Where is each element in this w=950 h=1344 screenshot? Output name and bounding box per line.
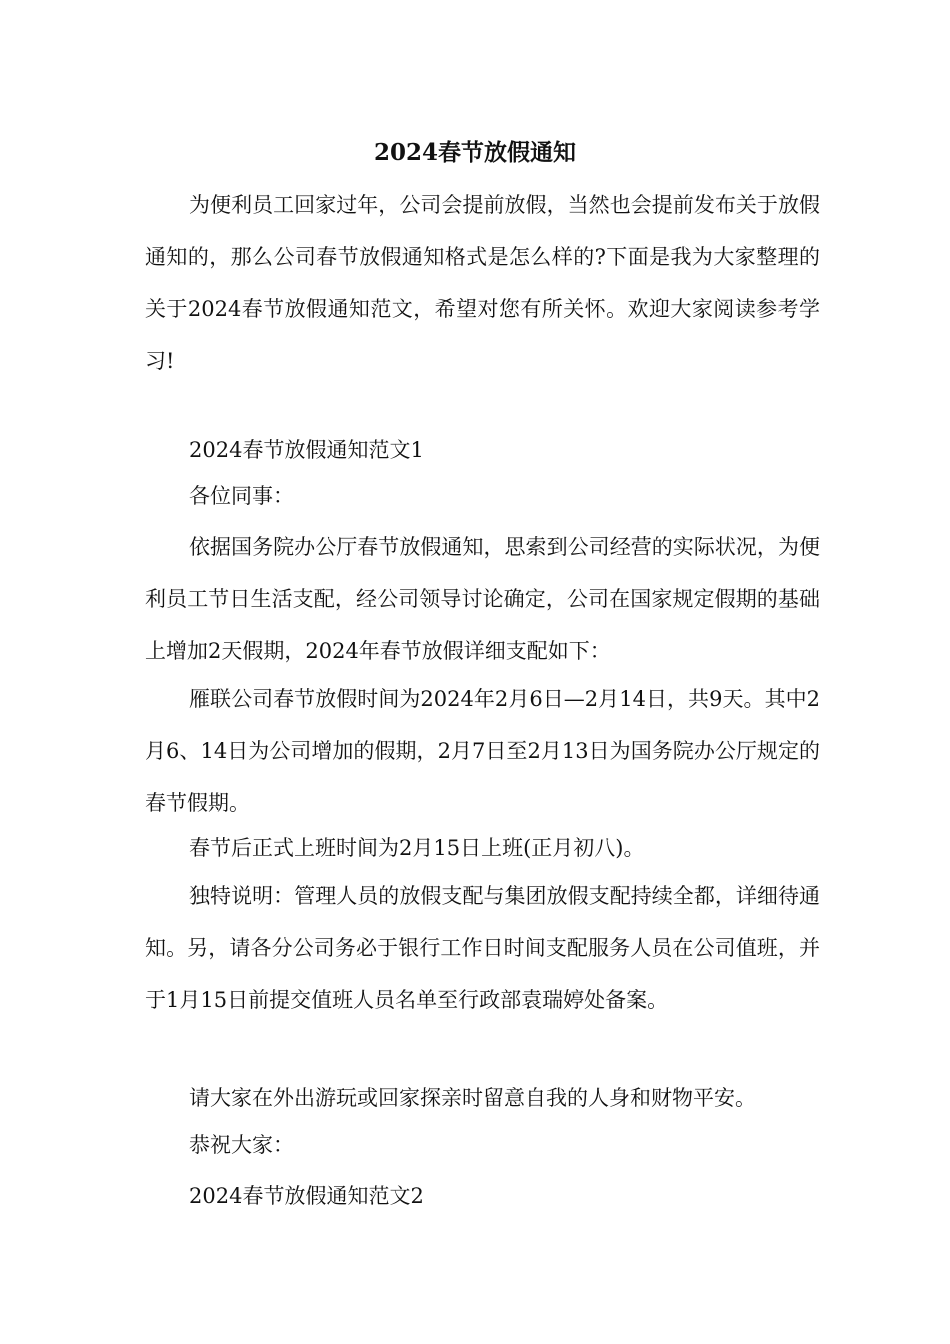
sample1-heading: 2024春节放假通知范文1 xyxy=(189,438,424,462)
wishes-line: 恭祝大家： xyxy=(189,1133,294,1157)
basis-paragraph: 依据国务院办公厅春节放假通知，思索到公司经营的实际状况，为便利员工节日生活支配，经公司领导讨论确定，公司在国家规定假期的基础上增加2天假期，2024年春节放假详细支配如下： xyxy=(145,535,820,663)
document-title: 2024春节放假通知 xyxy=(373,139,576,166)
return-to-work-paragraph: 春节后正式上班时间为2月15日上班(正月初八)。 xyxy=(189,836,645,860)
greeting-line: 各位同事： xyxy=(189,484,294,508)
sample2-heading: 2024春节放假通知范文2 xyxy=(189,1184,424,1208)
safety-reminder-paragraph: 请大家在外出游玩或回家探亲时留意自我的人身和财物平安。 xyxy=(189,1086,756,1110)
special-note-paragraph: 独特说明：管理人员的放假支配与集团放假支配持续全都，详细待通知。另，请各分公司务必于银行工作日时间支配服务人员在公司值班，并于1月15日前提交值班人员名单至行政部袁瑞婷处备案。 xyxy=(145,884,820,1012)
intro-paragraph: 为便利员工回家过年，公司会提前放假，当然也会提前发布关于放假通知的，那么公司春节放假通知格式是怎么样的?下面是我为大家整理的关于2024春节放假通知范文，希望对您有所关怀。欢迎大家阅读参考学习! xyxy=(145,193,820,373)
holiday-dates-paragraph: 雁联公司春节放假时间为2024年2月6日—2月14日，共9天。其中2月6、14日为公司增加的假期，2月7日至2月13日为国务院办公厅规定的春节假期。 xyxy=(145,687,820,815)
